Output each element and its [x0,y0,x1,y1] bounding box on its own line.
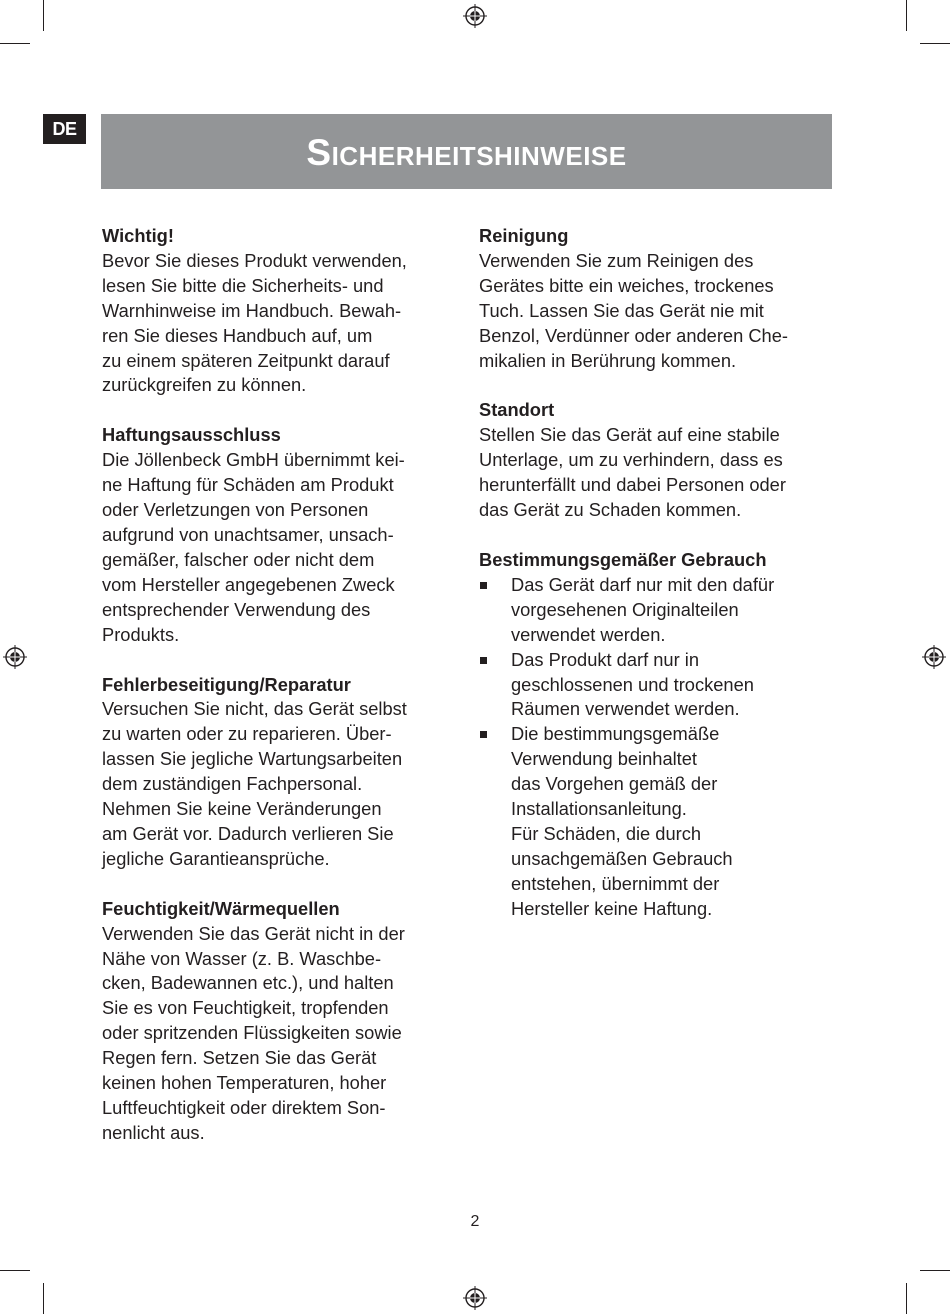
section-heading: Bestimmungsgemäßer Gebrauch [479,548,767,570]
crop-mark-top-right-v [906,0,907,31]
body-line: vorgesehenen Originalteilen [511,598,739,620]
body-line: entstehen, übernimmt der [511,872,720,894]
section-heading: Wichtig! [102,225,174,246]
section-heading: Standort [479,399,555,421]
body-line: mikalien in Berührung kommen. [479,349,737,371]
body-line: zurückgreifen zu können. [102,374,307,396]
body-line: am Gerät vor. Dadurch verlieren Sie [102,822,394,844]
body-line: entsprechender Verwendung des [102,598,371,620]
section-bestimmungsgemaesser-gebrauch [479,548,839,922]
square-bullet-icon [480,657,487,664]
body-line: lassen Sie jegliche Wartungsarbeiten [102,748,403,770]
body-line: jegliche Garantieansprüche. [102,847,330,869]
page-title: Sicherheitshinweise [306,132,627,173]
body-line: zu warten oder zu reparieren. Über- [102,723,392,745]
section-fehlerbeseitigung [102,673,462,872]
body-line: unsachgemäßen Gebrauch [511,847,733,869]
body-line: Unterlage, um zu verhindern, dass es [479,449,783,471]
section-heading: Fehlerbeseitigung/Reparatur [102,673,351,695]
crop-mark-top-left-v [43,0,44,31]
body-line: dem zuständigen Fachpersonal. [102,773,363,795]
list-item [479,648,839,723]
body-line: nenlicht aus. [102,1121,205,1143]
body-line: Bevor Sie dieses Produkt verwenden, [102,249,407,271]
crop-mark-top-right-h [920,43,950,44]
body-line: cken, Badewannen etc.), und halten [102,972,394,994]
body-line: Verwenden Sie das Gerät nicht in der [102,922,405,944]
body-line: ren Sie dieses Handbuch auf, um [102,324,373,346]
crop-mark-bottom-right-v [906,1283,907,1314]
registration-mark-icon [463,1286,487,1310]
body-line: Luftfeuchtigkeit oder direktem Son- [102,1097,386,1118]
body-line: Für Schäden, die durch [511,822,702,844]
language-badge: DE [43,114,86,144]
body-line: Stellen Sie das Gerät auf eine stabile [479,424,780,446]
crop-mark-bottom-left-v [43,1283,44,1314]
body-line: Gerätes bitte ein weiches, trockenes [479,274,774,296]
list-item [479,573,839,648]
body-line: keinen hohen Temperaturen, hoher [102,1072,387,1094]
body-line: zu einem späteren Zeitpunkt darauf [102,349,390,371]
body-line: vom Hersteller angegebenen Zweck [102,573,395,595]
bullet-list [479,573,839,922]
square-bullet-icon [480,731,487,738]
body-line: ne Haftung für Schäden am Produkt [102,474,394,496]
body-line: Versuchen Sie nicht, das Gerät selbst [102,698,407,720]
body-line: Verwenden Sie zum Reinigen des [479,249,754,271]
body-line: verwendet werden. [511,623,666,645]
registration-mark-icon [922,645,946,669]
body-line: Die bestimmungsgemäße [511,723,720,745]
section-haftungsausschluss [102,423,462,647]
body-line: das Vorgehen gemäß der [511,773,718,795]
section-standort [479,398,839,523]
list-item [479,722,839,921]
registration-mark-icon [3,645,27,669]
body-line: Nähe von Wasser (z. B. Waschbe- [102,947,382,969]
registration-mark-icon [463,4,487,28]
body-line: oder Verletzungen von Personen [102,499,369,521]
body-line: herunterfällt und dabei Personen oder [479,474,786,496]
body-line: Installationsanleitung. [511,798,687,820]
body-line: Hersteller keine Haftung. [511,897,713,919]
body-line: Sie es von Feuchtigkeit, tropfenden [102,997,389,1019]
crop-mark-bottom-right-h [920,1270,950,1271]
title-bar [101,114,832,189]
section-feuchtigkeit [102,897,462,1146]
square-bullet-icon [480,582,487,589]
body-line: das Gerät zu Schaden kommen. [479,499,742,521]
right-column [479,224,839,947]
page-number: 2 [470,1213,480,1230]
body-line: Benzol, Verdünner oder anderen Che- [479,324,788,346]
body-line: oder spritzenden Flüssigkeiten sowie [102,1022,402,1044]
crop-mark-bottom-left-h [0,1270,30,1271]
body-line: Das Gerät darf nur mit den dafür [511,573,775,595]
section-heading: Haftungsausschluss [102,424,281,446]
section-heading: Feuchtigkeit/Wärmequellen [102,897,340,919]
body-line: Tuch. Lassen Sie das Gerät nie mit [479,299,764,321]
body-line: gemäßer, falscher oder nicht dem [102,548,375,570]
body-line: Räumen verwendet werden. [511,698,740,720]
section-reinigung [479,224,839,373]
section-wichtig [102,224,462,398]
body-line: Nehmen Sie keine Veränderungen [102,798,382,820]
body-line: aufgrund von unachtsamer, unsach- [102,523,394,545]
section-heading: Reinigung [479,225,569,246]
body-line: Verwendung beinhaltet [511,748,698,770]
body-line: Das Produkt darf nur in [511,648,699,670]
left-column [102,224,462,1171]
body-line: Produkts. [102,623,180,645]
body-line: Regen fern. Setzen Sie das Gerät [102,1047,377,1069]
body-line: Die Jöllenbeck GmbH übernimmt kei- [102,449,405,471]
body-line: geschlossenen und trockenen [511,673,754,695]
crop-mark-top-left-h [0,43,30,44]
body-line: lesen Sie bitte die Sicherheits- und [102,274,384,296]
body-line: Warnhinweise im Handbuch. Bewah- [102,299,402,321]
